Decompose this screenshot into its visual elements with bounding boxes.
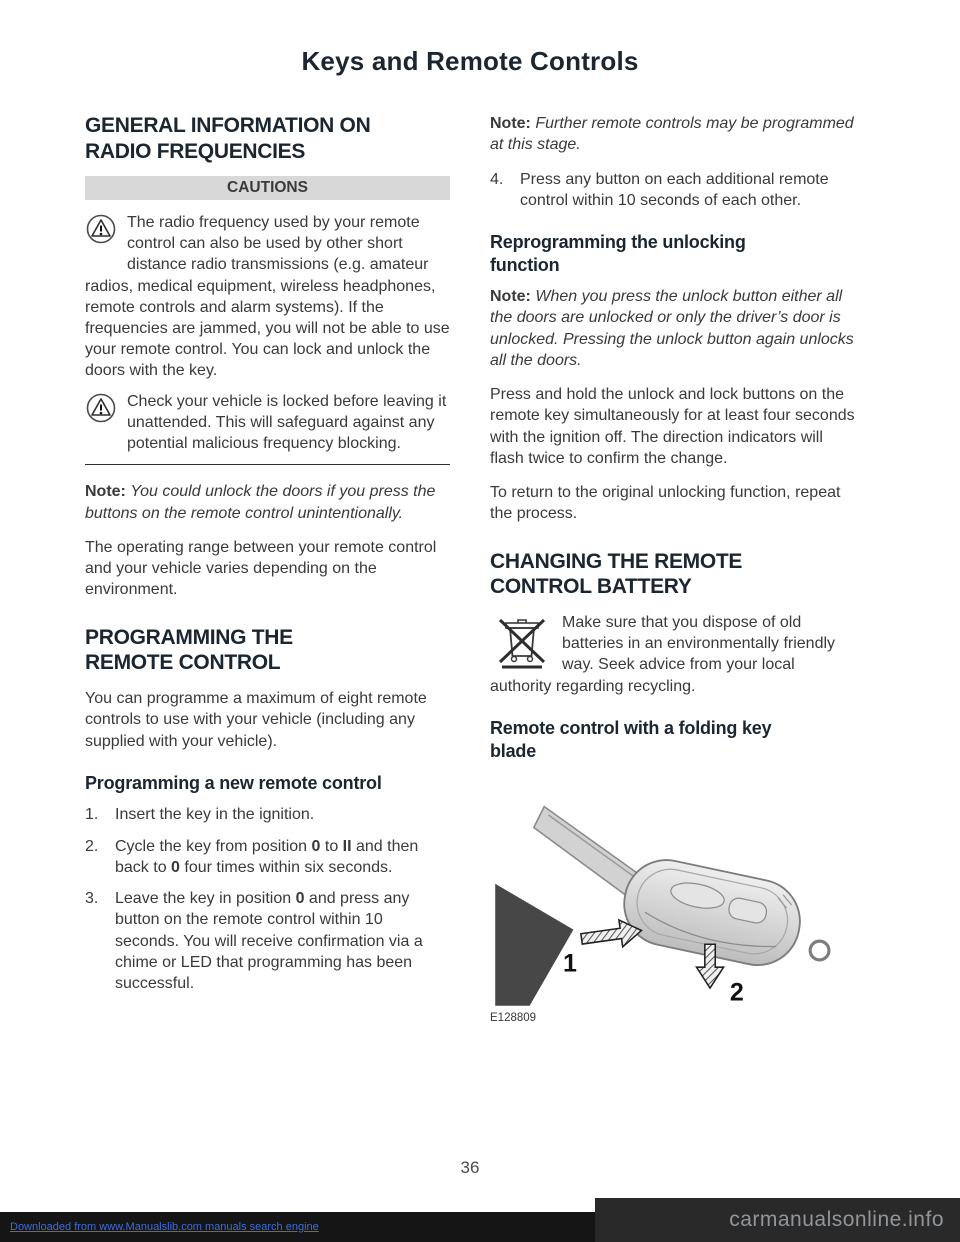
subheading-programming-new-remote: Programming a new remote control <box>85 772 382 793</box>
paragraph-press-hold: Press and hold the unlock and lock buttons on the remote key simultaneously for at least four seconds with the ignition off. The direction indicators will flash twice to confirm the change. <box>490 386 855 467</box>
note-further-remotes <box>490 113 855 156</box>
page-title: Keys and Remote Controls <box>301 46 639 76</box>
step-text: Leave the key in position 0 and press any button on the remote control within 10 seconds. You will receive confirmation via a chime or LED that programming has been successful. <box>115 890 423 993</box>
caution-item <box>85 212 450 381</box>
note-unlock-behaviour <box>490 286 855 371</box>
step-number: 2. <box>85 837 99 855</box>
left-column <box>85 111 450 1024</box>
crossed-out-bin-recycle-icon <box>490 612 562 674</box>
subheading-folding-key-blade: Remote control with a folding key blade <box>490 718 772 761</box>
note-text: When you press the unlock button either all the doors are unlocked or only the driver’s door is unlocked. Pressing the unlock button again unlocks all the doors. <box>490 288 854 369</box>
battery-disposal-paragraph <box>490 612 855 697</box>
page-header <box>0 0 960 77</box>
note-label: Note: <box>85 483 126 501</box>
section-heading-radio-frequencies: GENERAL INFORMATION ON RADIO FREQUENCIES <box>85 114 371 163</box>
step-text: Insert the key in the ignition. <box>115 806 315 824</box>
warning-icon <box>85 212 127 272</box>
paragraph-programme-max: You can programme a maximum of eight remote controls to use with your vehicle (including any supplied with your vehicle). <box>85 689 427 750</box>
step-1 <box>85 804 450 825</box>
numbered-steps <box>85 804 450 994</box>
section-heading-programming: PROGRAMMING THE REMOTE CONTROL <box>85 625 293 675</box>
figure-label-1: 1 <box>563 949 577 978</box>
step-4 <box>490 169 855 212</box>
caution-text: The radio frequency used by your remote control can also be used by other short distance radio transmissions (e.g. amateur radios, medical equipment, wireless headphones, remote controls and alarm systems). If the frequencies are jammed, you will not be able to use your remote control. You can lock and unlock the doors with the key. <box>85 214 450 379</box>
step-text: Cycle the key from position 0 to II and then back to 0 four times within six seconds. <box>115 837 419 876</box>
key-fob-figure <box>490 792 855 1024</box>
note-text: Further remote controls may be programmed at this stage. <box>490 115 854 154</box>
right-column <box>490 111 855 1024</box>
figure-label-2: 2 <box>729 978 744 1006</box>
step-text: Press any button on each additional remote control within 10 seconds of each other. <box>520 170 829 209</box>
section-heading-battery: CHANGING THE REMOTE CONTROL BATTERY <box>490 549 743 599</box>
paragraph-operating-range: The operating range between your remote control and your vehicle varies depending on the environment. <box>85 538 437 599</box>
paragraph-return-original: To return to the original unlocking function, repeat the process. <box>490 484 841 523</box>
watermark-box <box>595 1198 960 1242</box>
note-unintentional-unlock <box>85 481 450 524</box>
cautions-header: CAUTIONS <box>85 176 450 200</box>
watermark-text: carmanualsonline.info <box>729 1208 944 1231</box>
manualslib-download-link[interactable]: Downloaded from www.Manualslib.com manuals search engine <box>10 1221 319 1233</box>
step-number: 1. <box>85 806 99 824</box>
key-fob-illustration <box>490 792 855 1006</box>
figure-caption: E128809 <box>490 1011 537 1024</box>
battery-disposal-text: Make sure that you dispose of old batteries in an environmentally friendly way. Seek advice from your local authority regarding recycling. <box>490 613 836 695</box>
note-label: Note: <box>490 115 531 132</box>
step-3 <box>85 888 450 994</box>
cautions-box <box>85 176 450 465</box>
note-text: You could unlock the doors if you press the buttons on the remote control unintentionally. <box>85 483 436 522</box>
content-columns <box>0 77 960 1024</box>
cautions-divider <box>85 464 450 465</box>
subheading-reprogramming-unlock: Reprogramming the unlocking function <box>490 232 746 275</box>
note-label: Note: <box>490 288 531 306</box>
warning-icon <box>85 391 127 451</box>
caution-item <box>85 391 450 454</box>
step-2 <box>85 836 450 879</box>
step-number: 3. <box>85 890 99 908</box>
page-number: 36 <box>460 1158 480 1177</box>
step-number: 4. <box>490 170 504 188</box>
caution-text: Check your vehicle is locked before leaving it unattended. This will safeguard against any potential malicious frequency blocking. <box>127 393 447 453</box>
